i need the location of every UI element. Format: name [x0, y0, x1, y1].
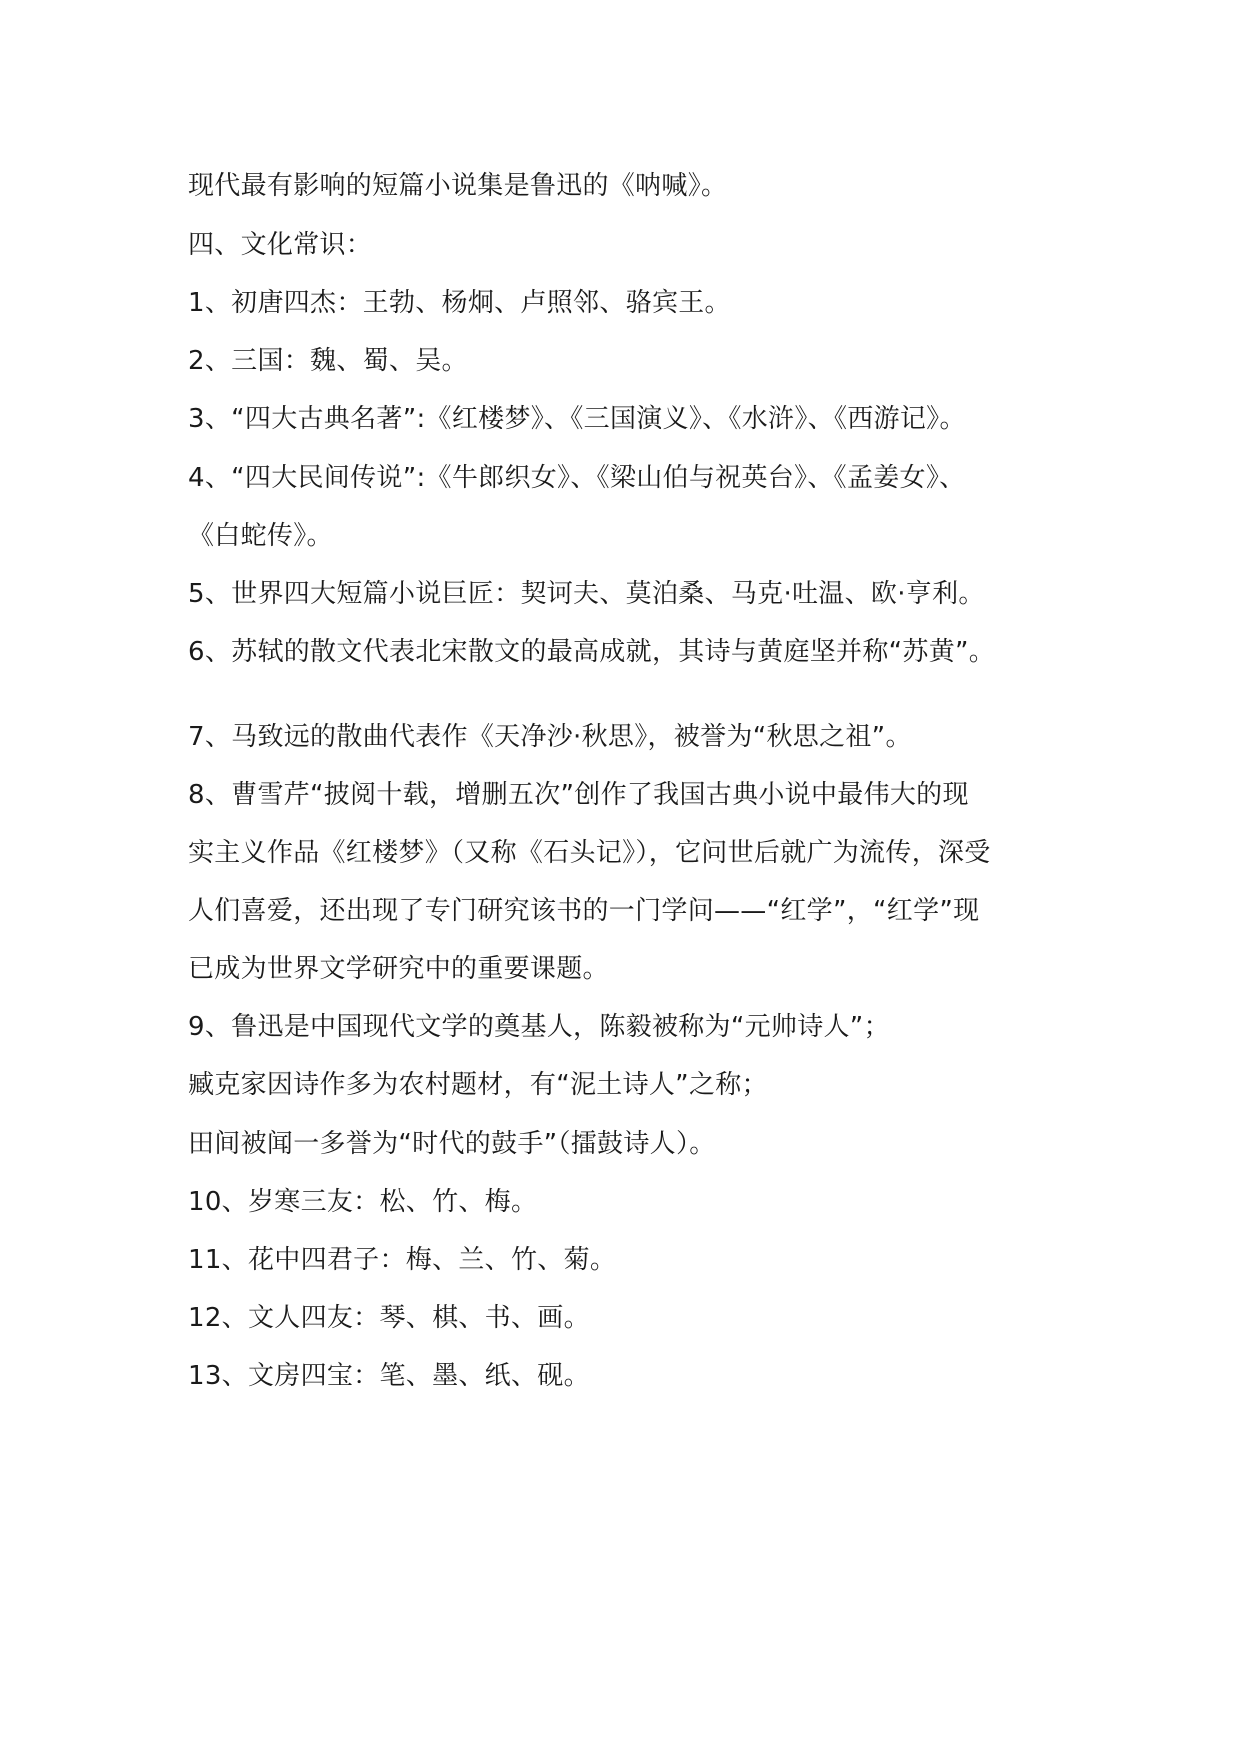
list-item: 10、岁寒三友：松、竹、梅。	[188, 1187, 538, 1217]
list-item: 5、世界四大短篇小说巨匠：契诃夫、莫泊桑、马克·吐温、欧·亨利。	[188, 579, 985, 609]
list-item: 12、文人四友：琴、棋、书、画。	[188, 1303, 590, 1333]
list-item-continued: 人们喜爱，还出现了专门研究该书的一门学问——“红学”，“红学”现	[188, 896, 980, 926]
section-heading: 四、文化常识：	[188, 230, 373, 260]
list-item: 1、初唐四杰：王勃、杨炯、卢照邻、骆宾王。	[188, 288, 731, 318]
list-item-continued: 田间被闻一多誉为“时代的鼓手”（擂鼓诗人）。	[188, 1129, 716, 1159]
list-item: 3、“四大古典名著”:《红楼梦》、《三国演义》、《水浒》、《西游记》。	[188, 404, 966, 434]
list-item: 8、曹雪芹“披阅十载，增删五次”创作了我国古典小说中最伟大的现	[188, 780, 969, 810]
list-item: 9、鲁迅是中国现代文学的奠基人，陈毅被称为“元帅诗人”；	[188, 1012, 890, 1042]
list-item: 11、花中四君子：梅、兰、竹、菊。	[188, 1245, 617, 1275]
list-item: 4、“四大民间传说”:《牛郎织女》、《梁山伯与祝英台》、《孟姜女》、	[188, 463, 966, 493]
list-item: 2、三国：魏、蜀、吴。	[188, 346, 468, 376]
list-item-continued: 已成为世界文学研究中的重要课题。	[188, 954, 609, 984]
list-item: 6、苏轼的散文代表北宋散文的最高成就，其诗与黄庭坚并称“苏黄”。	[188, 637, 996, 667]
list-item: 7、马致远的散曲代表作《天净沙·秋思》，被誉为“秋思之祖”。	[188, 722, 912, 752]
intro-line: 现代最有影响的短篇小说集是鲁迅的《呐喊》。	[188, 171, 728, 201]
list-item: 13、文房四宝：笔、墨、纸、砚。	[188, 1361, 590, 1391]
list-item-continued: 实主义作品《红楼梦》（又称《石头记》），它问世后就广为流传，深受	[188, 838, 991, 868]
list-item-continued: 臧克家因诗作多为农村题材，有“泥土诗人”之称；	[188, 1070, 768, 1100]
list-item-continued: 《白蛇传》。	[188, 521, 333, 551]
